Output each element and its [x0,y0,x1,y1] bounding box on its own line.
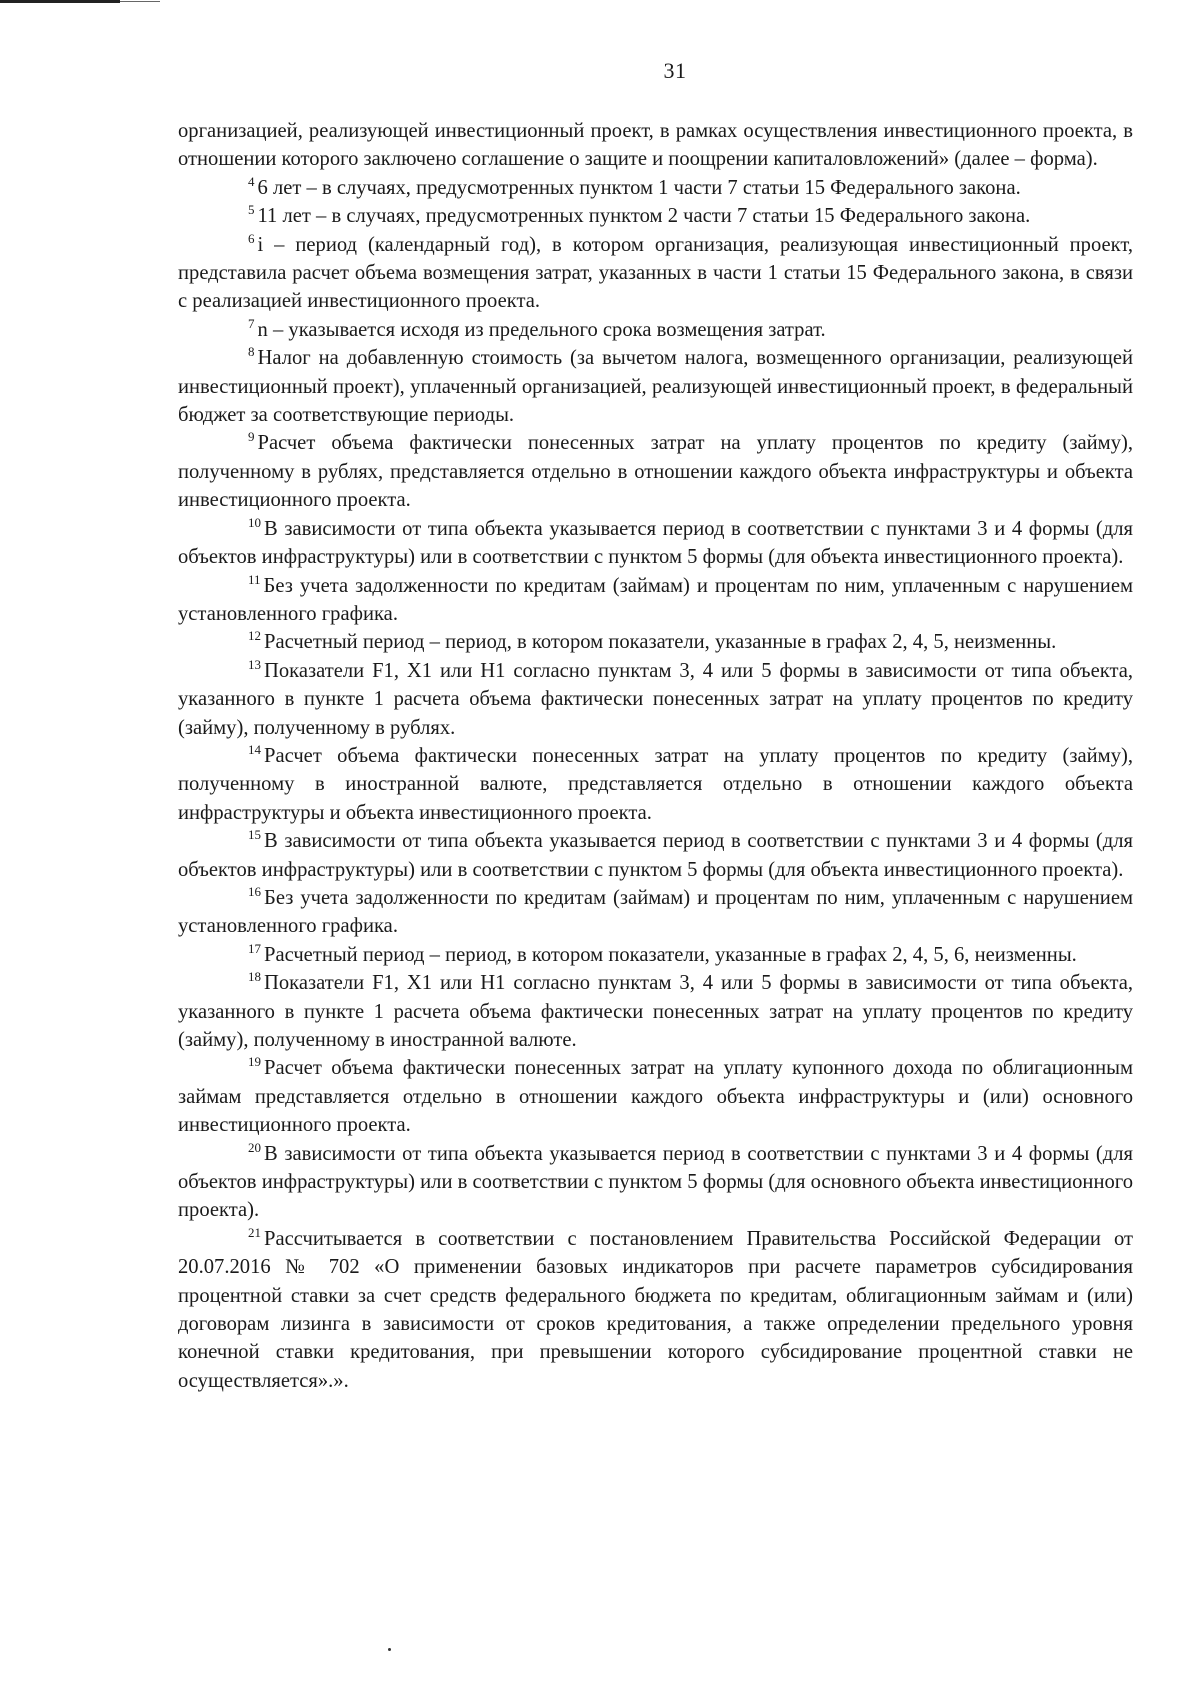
page-number: 31 [663,58,687,83]
footnote-marker: 18 [248,969,261,985]
footnote-text: Без учета задолженности по кредитам (займам) и процентам по ним, уплаченным с нарушением установленного графика. [178,886,1133,938]
scan-edge-mark [120,1,160,2]
footnote-text: Расчетный период – период, в котором показатели, указанные в графах 2, 4, 5, 6, неизменны. [264,943,1077,966]
scan-speck [388,1648,391,1651]
footnote-marker: 8 [248,344,255,360]
footnote-text: Без учета задолженности по кредитам (займам) и процентам по ним, уплаченным с нарушением установленного графика. [178,574,1133,625]
footnote-21 [178,1225,1133,1395]
footnote-text: Показатели F1, X1 или H1 согласно пунктам 3, 4 или 5 формы в зависимости от типа объекта, указанного в пункте 1 расчета объема фактически понесенных затрат на уплату процентов по кредиту (займу), полученному в иностранной валюте. [178,972,1133,1051]
footnote-9 [178,429,1133,514]
footnote-12 [178,628,1133,656]
footnote-marker: 9 [248,429,255,445]
footnote-8 [178,344,1133,429]
footnote-text: В зависимости от типа объекта указывается период в соответствии с пунктами 3 и 4 формы (для объектов инфраструктуры) или в соответствии с пунктом 5 формы (для объекта инвестиционного проекта). [178,517,1133,569]
footnote-13 [178,657,1133,742]
footnote-text: Расчет объема фактически понесенных затрат на уплату процентов по кредиту (займу), полученному в иностранной валюте, представляется отдельно в отношении каждого объекта инфраструктуры и объекта инвестиционного проекта. [178,744,1133,824]
footnote-20 [178,1140,1133,1225]
footnote-text: Расчет объема фактически понесенных затрат на уплату купонного дохода по облигационным займам представляется отдельно в отношении каждого объекта инфраструктуры и (или) основного инвестиционного проекта. [178,1057,1133,1137]
footnotes-list [178,174,1133,1395]
footnote-7 [178,316,1133,344]
footnote-19 [178,1054,1133,1139]
footnote-16 [178,884,1133,941]
footnote-text: В зависимости от типа объекта указывается период в соответствии с пунктами 3 и 4 формы (для объектов инфраструктуры) или в соответствии с пунктом 5 формы (для основного объекта инвестиционного проекта). [178,1142,1133,1222]
footnote-text: Показатели F1, X1 или H1 согласно пунктам 3, 4 или 5 формы в зависимости от типа объекта, указанного в пункте 1 расчета объема фактически понесенных затрат на уплату процентов по кредиту (займу), полученному в рублях. [178,659,1133,739]
footnote-marker: 10 [248,514,261,530]
footnote-marker: 19 [248,1054,261,1070]
footnote-marker: 17 [248,940,261,956]
footnote-marker: 21 [248,1224,261,1240]
footnote-text: 11 лет – в случаях, предусмотренных пунктом 2 части 7 статьи 15 Федерального закона. [257,205,1031,228]
footnote-text: Расчетный период – период, в котором показатели, указанные в графах 2, 4, 5, неизменны. [264,631,1057,654]
footnote-11 [178,572,1133,629]
lead-paragraph: организацией, реализующей инвестиционный проект, в рамках осуществления инвестиционного проекта, в отношении которого заключено соглашение о защите и поощрении капиталовложений» (далее – форма). [178,120,1133,171]
footnote-marker: 6 [248,230,255,246]
footnote-text: Расчет объема фактически понесенных затрат на уплату процентов по кредиту (займу), полученному в рублях, представляется отдельно в отношении каждого объекта инфраструктуры и объекта инвестиционного проекта. [178,432,1133,512]
footnote-marker: 14 [248,741,261,757]
footnote-text: 6 лет – в случаях, предусмотренных пунктом 1 части 7 статьи 15 Федерального закона. [257,176,1021,199]
footnote-marker: 12 [248,628,261,644]
footnote-text: Налог на добавленную стоимость (за вычетом налога, возмещенного организации, реализующей инвестиционный проект), уплаченный организацией, реализующей инвестиционный проект, в федеральный бюджет за соответствующие периоды. [178,347,1133,427]
footnote-text: i – период (календарный год), в котором организация, реализующая инвестиционный проект, представила расчет объема возмещения затрат, указанных в части 1 статьи 15 Федерального закона, в связи с реализацией инвестиционного проекта. [178,233,1133,313]
footnote-15 [178,827,1133,884]
footnote-marker: 16 [248,883,261,899]
footnote-14 [178,742,1133,827]
footnote-text: Рассчитывается в соответствии с постановлением Правительства Российской Федерации от 20.07.2016 № 702 «О применении базовых индикаторов при расчете параметров субсидирования процентной ставки за счет средств федерального бюджета по кредитам, облигационным займам и (или) договорам лизинга в зависимости от сроков кредитования, а также определении предельного уровня конечной ставки кредитования, при превышении которого субсидирование процентной ставки не осуществляется».». [178,1227,1133,1392]
footnote-10 [178,515,1133,572]
footnote-marker: 20 [248,1139,261,1155]
footnote-marker: 13 [248,656,261,672]
document-body [178,117,1133,1395]
footnote-marker: 4 [248,173,255,189]
scan-edge-mark [0,0,120,3]
footnote-marker: 11 [248,571,261,587]
footnote-text: В зависимости от типа объекта указывается период в соответствии с пунктами 3 и 4 формы (для объектов инфраструктуры) или в соответствии с пунктом 5 формы (для объекта инвестиционного проекта). [178,830,1133,881]
footnote-marker: 7 [248,315,255,331]
footnote-4 [178,174,1133,202]
footnote-text: n – указывается исходя из предельного срока возмещения затрат. [257,318,826,341]
footnote-6 [178,231,1133,316]
footnote-17 [178,941,1133,969]
footnote-marker: 15 [248,827,261,843]
footnote-marker: 5 [248,202,255,218]
footnote-18 [178,969,1133,1054]
footnote-5 [178,202,1133,230]
